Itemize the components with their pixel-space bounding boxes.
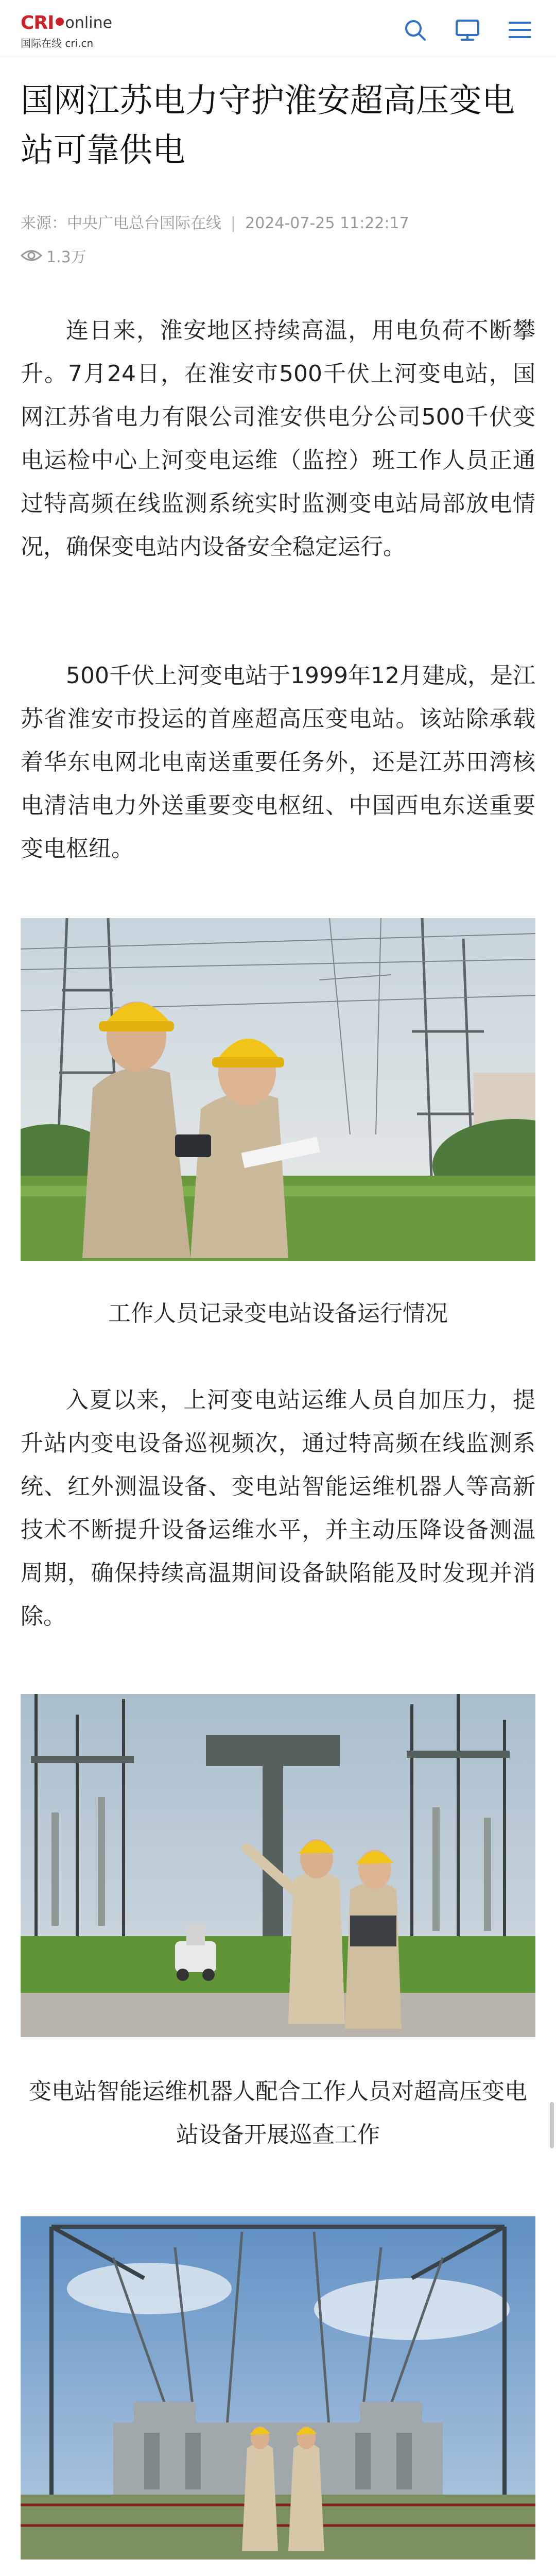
monitor-icon[interactable] xyxy=(455,18,480,42)
article-photo xyxy=(21,1694,535,2037)
search-icon[interactable] xyxy=(403,18,427,42)
article-source: 来源：中央广电总台国际在线 xyxy=(21,214,221,232)
article-photo xyxy=(21,2216,535,2560)
article-datetime: 2024-07-25 11:22:17 xyxy=(245,214,409,232)
article-paragraph: 连日来，淮安地区持续高温，用电负荷不断攀升。7月24日，在淮安市500千伏上河变电站，国网江苏省电力有限公司淮安供电分公司500千伏变电运检中心上河变电运维（监控）班工作人员正通过特高频在线监测系统实时监测变电站局部放电情况，确保变电站内设备安全稳定运行。 xyxy=(21,317,535,560)
article-paragraph: 500千伏上河变电站于1999年12月建成，是江苏省淮安市投运的首座超高压变电站。该站除承载着华东电网北电南送重要任务外，还是江苏田湾核电清洁电力外送重要变电枢纽、中国西电东送重要变电枢纽。 xyxy=(21,663,535,862)
logo-wordmark xyxy=(21,11,112,34)
article-paragraph: 入夏以来，上河变电站运维人员自加压力，提升站内变电设备巡视频次，通过特高频在线监测系统、红外测温设备、变电站智能运维机器人等高新技术不断提升设备运维水平，并主动压降设备测温周期，确保持续高温期间设备缺陷能及时发现并消除。 xyxy=(21,1387,535,1630)
menu-icon[interactable] xyxy=(508,18,532,42)
top-navigation-bar xyxy=(0,0,556,57)
view-count xyxy=(21,244,86,267)
logo-dot-icon xyxy=(56,18,64,26)
article-photo xyxy=(21,918,535,1261)
scrollbar-thumb[interactable] xyxy=(550,2102,554,2148)
logo-subtitle: 国际在线 cri.cn xyxy=(21,37,94,49)
logo-cri-text: CRI xyxy=(21,12,54,33)
article-title: 国网江苏电力守护淮安超高压变电站可靠供电 xyxy=(21,82,515,170)
photo-caption: 工作人员记录变电站设备运行情况 xyxy=(108,1300,448,1327)
meta-separator: | xyxy=(231,214,236,232)
article-meta xyxy=(21,210,541,233)
cri-online-logo[interactable] xyxy=(21,11,129,47)
eye-icon xyxy=(21,248,42,263)
view-count-value: 1.3万 xyxy=(46,248,86,266)
logo-online-text: online xyxy=(65,13,113,32)
photo-caption: 变电站智能运维机器人配合工作人员对超高压变电站设备开展巡查工作 xyxy=(29,2078,527,2148)
